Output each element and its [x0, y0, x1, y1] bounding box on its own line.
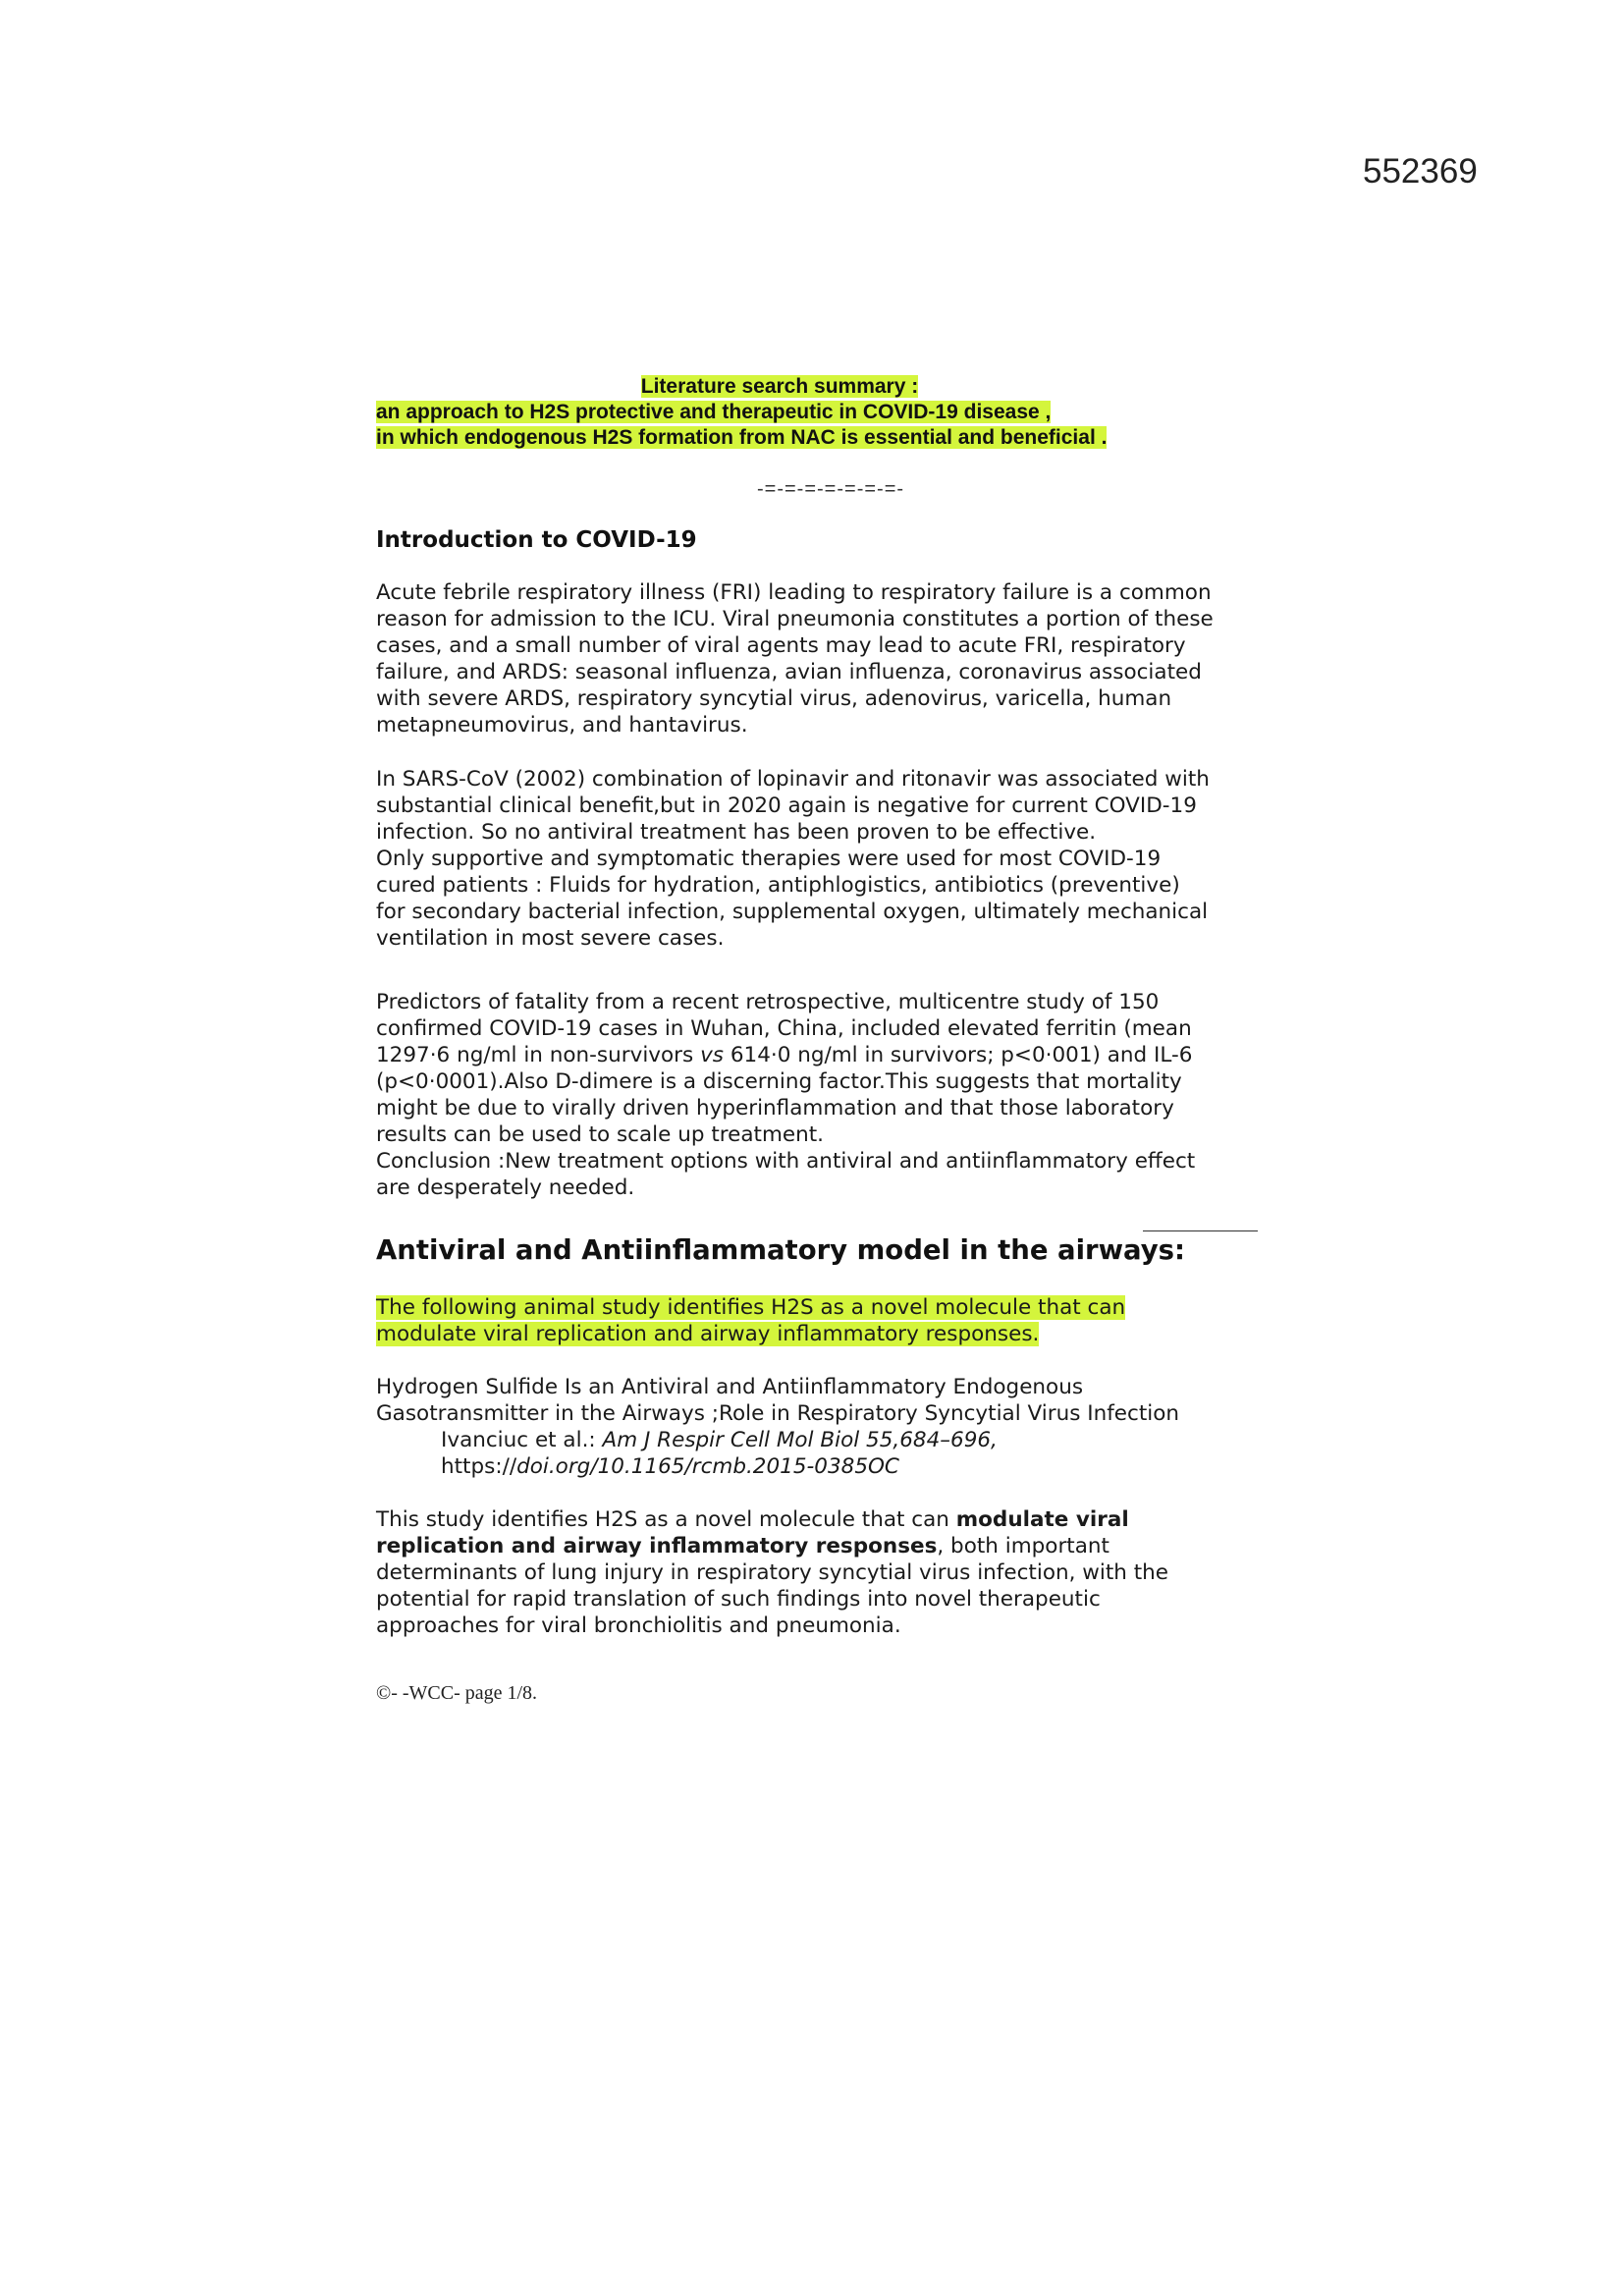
reference-doi[interactable] [376, 1453, 1260, 1480]
summary-line-2-text: an approach to H2S protective and therapeutic in COVID-19 disease , [376, 401, 1052, 423]
text-line: In SARS-CoV (2002) combination of lopinavir and ritonavir was associated with [376, 767, 1210, 792]
text-line [376, 1506, 1260, 1533]
text-line: Predictors of fatality from a recent retrospective, multicentre study of 150 [376, 990, 1160, 1014]
reference-citation [376, 1427, 1260, 1453]
intro-paragraph-2 [376, 766, 1260, 952]
summary-title-wrap [376, 374, 1183, 400]
text-line: infection. So no antiviral treatment has been proven to be effective. [376, 820, 1097, 845]
text-line: Acute febrile respiratory illness (FRI) leading to respiratory failure is a common [376, 580, 1212, 605]
highlight-line-1: The following animal study identifies H2S as a novel molecule that can [376, 1295, 1126, 1320]
study-paragraph [376, 1506, 1260, 1639]
text-line [376, 1321, 1260, 1347]
reference-authors: Ivanciuc et al.: [441, 1428, 603, 1452]
text-line: with severe ARDS, respiratory syncytial virus, adenovirus, varicella, human [376, 686, 1172, 711]
text-span: This study identifies H2S as a novel molecule that can [376, 1507, 956, 1532]
document-id: 552369 [1363, 152, 1478, 191]
text-line: determinants of lung injury in respiratory syncytial virus infection, with the [376, 1560, 1168, 1585]
text-line: confirmed COVID-19 cases in Wuhan, China, included elevated ferritin (mean [376, 1016, 1192, 1041]
separator: -=-=-=-=-=-=-=- [757, 478, 905, 500]
italic-vs: vs [700, 1043, 724, 1067]
text-line [376, 1042, 1260, 1068]
reference-title-line-1: Hydrogen Sulfide Is an Antiviral and Antiinflammatory Endogenous [376, 1375, 1084, 1399]
text-line: cured patients : Fluids for hydration, antiphlogistics, antibiotics (preventive) [376, 873, 1180, 898]
intro-paragraph-3 [376, 989, 1260, 1201]
intro-paragraph-1 [376, 579, 1260, 738]
horizontal-rule [1143, 1230, 1258, 1231]
summary-title: Literature search summary : [640, 375, 919, 398]
highlight-line-2: modulate viral replication and airway inflammatory responses. [376, 1322, 1040, 1346]
doi-prefix: https:// [441, 1454, 517, 1479]
bold-text: replication and airway inflammatory responses [376, 1534, 938, 1558]
summary-block [376, 374, 1183, 451]
doi-link[interactable]: doi.org/10.1165/rcmb.2015-0385OC [516, 1454, 899, 1479]
text-line: for secondary bacterial infection, supplemental oxygen, ultimately mechanical [376, 900, 1209, 924]
text-line: results can be used to scale up treatment. [376, 1122, 825, 1147]
text-line [376, 1294, 1260, 1321]
text-line: metapneumovirus, and hantavirus. [376, 713, 748, 738]
text-line: reason for admission to the ICU. Viral pneumonia constitutes a portion of these [376, 607, 1214, 631]
reference-journal: Am J Respir Cell Mol Biol 55,684–696, [602, 1428, 998, 1452]
text-line: are desperately needed. [376, 1175, 635, 1200]
text-line: approaches for viral bronchiolitis and pneumonia. [376, 1613, 901, 1638]
text-line: potential for rapid translation of such findings into novel therapeutic [376, 1587, 1101, 1612]
reference-title-line-2: Gasotransmitter in the Airways ;Role in Respiratory Syncytial Virus Infection [376, 1401, 1179, 1426]
text-line: ventilation in most severe cases. [376, 926, 725, 951]
summary-line-2 [376, 400, 1183, 425]
summary-line-3-text: in which endogenous H2S formation from NAC is essential and beneficial . [376, 426, 1108, 449]
text-span: 614·0 ng/ml in survivors; p<0·001) and IL-6 [724, 1043, 1193, 1067]
text-line: (p<0·0001).Also D-dimere is a discerning factor.This suggests that mortality [376, 1069, 1182, 1094]
bold-text: modulate viral [955, 1507, 1129, 1532]
text-line: Conclusion :New treatment options with antiviral and antiinflammatory effect [376, 1149, 1196, 1174]
intro-heading: Introduction to COVID-19 [376, 527, 697, 553]
text-line: substantial clinical benefit,but in 2020 again is negative for current COVID-19 [376, 793, 1197, 818]
reference-block [376, 1374, 1260, 1480]
text-line: might be due to virally driven hyperinflammation and that those laboratory [376, 1096, 1174, 1121]
highlight-paragraph [376, 1294, 1260, 1347]
text-line [376, 1533, 1260, 1559]
summary-line-3 [376, 425, 1183, 451]
text-line: cases, and a small number of viral agents may lead to acute FRI, respiratory [376, 633, 1186, 658]
text-span: , both important [937, 1534, 1109, 1558]
page-footer: ©- -WCC- page 1/8. [376, 1682, 538, 1704]
text-line: failure, and ARDS: seasonal influenza, avian influenza, coronavirus associated [376, 660, 1202, 684]
text-line: Only supportive and symptomatic therapies were used for most COVID-19 [376, 847, 1162, 871]
text-span: 1297·6 ng/ml in non-survivors [376, 1043, 701, 1067]
antiviral-heading: Antiviral and Antiinflammatory model in the airways: [376, 1234, 1186, 1266]
